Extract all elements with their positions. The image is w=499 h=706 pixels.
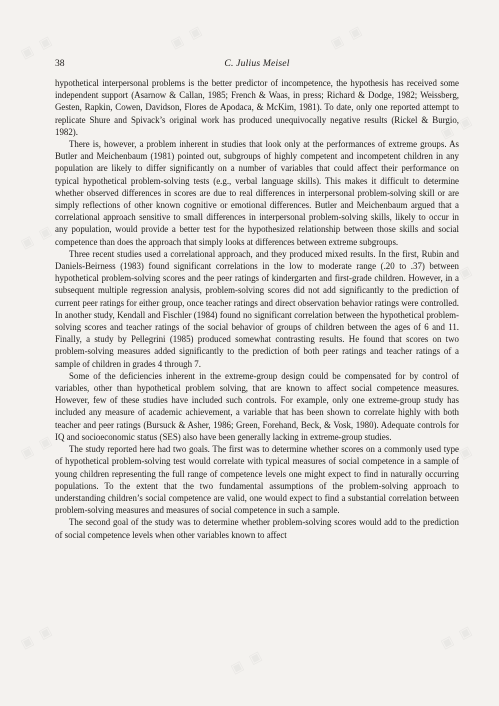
watermark: ▣ ▣	[18, 622, 57, 653]
watermark: ▣ ▣	[438, 622, 477, 653]
page-header	[55, 58, 459, 72]
watermark: ▣ ▣	[438, 442, 477, 473]
watermark: ▣ ▣	[18, 222, 57, 253]
watermark: ▣ ▣	[168, 22, 207, 53]
body-text	[55, 77, 459, 541]
watermark: ▣ ▣	[438, 262, 477, 293]
page-number: 38	[55, 58, 65, 69]
watermark: ▣ ▣	[438, 112, 477, 143]
paragraph: Three recent studies used a correlational approach, and they produced mixed results. In the first, Rubin and Daniels-Beirness (1983) found significant correlations in the low to moderate range (.20 to .37) between hypothetical problem-solving scores and the peer ratings of kindergarten and first-grade children. However, in a subsequent multiple regression analysis, problem-solving scores did not add significantly to the prediction of current peer ratings for either group, once teacher ratings and direct observation behavior ratings were controlled. In another study, Kendall and Fischler (1984) found no significant correlation between the hypothetical problem-solving scores and teacher ratings of the social behavior of groups of children between the ages of 6 and 11. Finally, a study by Pellegrini (1985) produced somewhat contrasting results. He found that scores on two problem-solving measures added significantly to the prediction of both peer ratings and teacher ratings of a sample of children in grades 4 through 7.	[55, 248, 459, 369]
paragraph: The second goal of the study was to determine whether problem-solving scores would add to the prediction of social competence levels when other variables known to affect	[55, 517, 459, 540]
running-head: C. Julius Meisel	[224, 58, 290, 69]
paragraph: hypothetical interpersonal problems is the better predictor of incompetence, the hypothesis has received some independent support (Asarnow & Callan, 1985; French & Waas, in press; Richard & Dodge, 1982; Weissberg, Gesten, Rapkin, Cowen, Davidson, Flores de Apodaca, & McKim, 1981). To date, only one reported attempt to replicate Shure and Spivack’s original work has produced unequivocally negative results (Rickel & Burgio, 1982).	[55, 78, 459, 137]
watermark: ▣ ▣	[18, 432, 57, 463]
paragraph: There is, however, a problem inherent in studies that look only at the performances of extreme groups. As Butler and Meichenbaum (1981) pointed out, subgroups of highly competent and incompetent children in any population are likely to differ significantly on a number of variables that could affect their performance on typical hypothetical problem-solving tests (e.g., verbal language skills). This makes it difficult to determine whether observed differences in scores are due to real differences in interpersonal problem-solving skill or are simply reflections of other known cognitive or emotional differences. Butler and Meichenbaum argued that a correlational approach sensitive to small differences in interpersonal problem-solving skills, likely to occur in any population, would provide a better test for the hypothesized relationship between those skills and social competence than does the approach that simply looks at differences between extreme subgroups.	[55, 139, 459, 247]
watermark: ▣ ▣	[228, 647, 267, 678]
watermark: ▣ ▣	[18, 32, 57, 63]
watermark: ▣ ▣	[328, 22, 367, 53]
paragraph: Some of the deficiencies inherent in the extreme-group design could be compensated for by control of variables, other than hypothetical problem solving, that are known to affect social competence measures. However, few of these studies have included such controls. For example, only one extreme-group study has included any measure of academic achievement, a variable that has been shown to correlate highly with both teacher and peer ratings (Bursuck & Asher, 1986; Green, Forehand, Beck, & Vosk, 1980). Adequate controls for IQ and socioeconomic status (SES) also have been generally lacking in extreme-group studies.	[55, 370, 459, 442]
paragraph: The study reported here had two goals. The first was to determine whether scores on a commonly used type of hypothetical problem-solving test would correlate with typical measures of social competence in a sample of young children representing the full range of competence levels one might expect to find in naturally occurring populations. To the extent that the two fundamental assumptions of the problem-solving approach to understanding children’s social competence are valid, one would expect to find a substantial correlation between problem-solving measures and measures of social competence in such a sample.	[55, 444, 459, 516]
